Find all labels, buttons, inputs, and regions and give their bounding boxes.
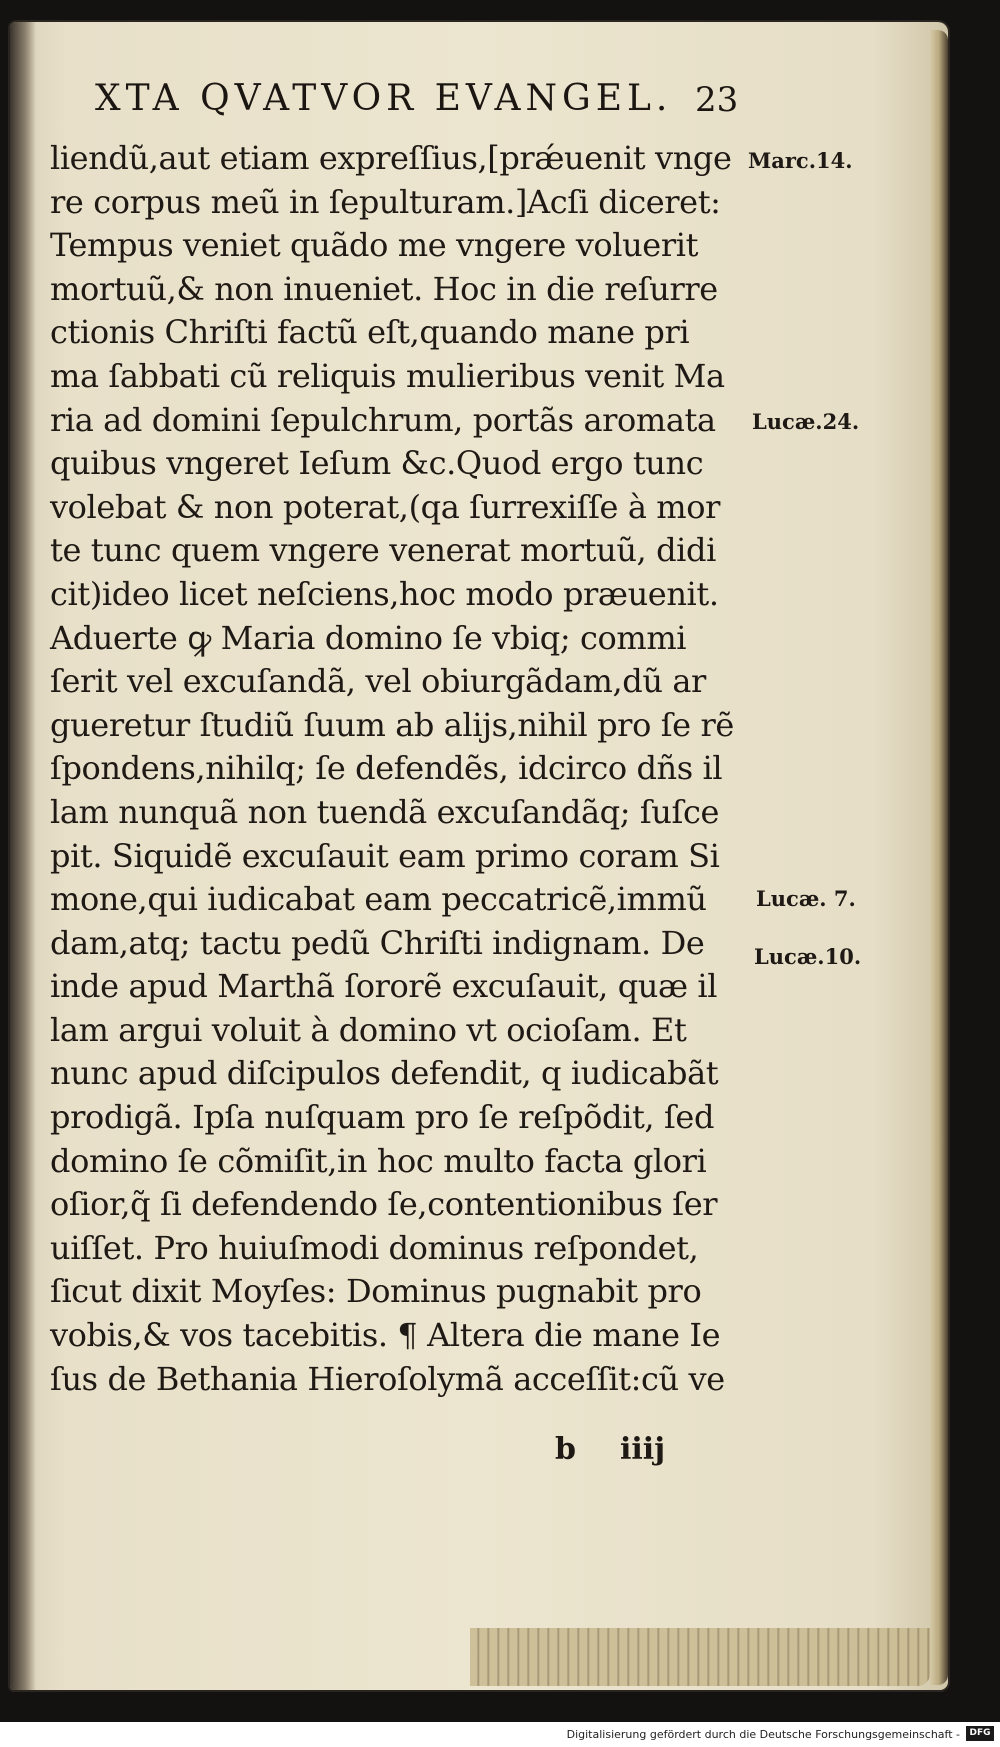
text-line: volebat & non poterat,(qa ſurrexiſſe à mor — [50, 487, 721, 526]
text-line: ſicut dixit Moyſes: Dominus pugnabit pro — [50, 1272, 702, 1311]
text-line: dam,atq; tactu pedũ Chriſti indignam. De — [50, 923, 705, 962]
text-line: liendũ,aut etiam expreſſius,[prǽuenit vnge — [50, 139, 732, 177]
text-line: quibus vngeret Ieſum &c.Quod ergo tunc — [50, 444, 704, 483]
text-line: mone,qui iudicabat eam peccatricẽ,immũ — [50, 880, 707, 919]
marginal-reference: Lucæ. 7. — [756, 886, 856, 911]
text-line: nunc apud diſcipulos defendit, q iudicabãt — [50, 1054, 719, 1093]
text-line: inde apud Marthã ſororẽ excuſauit, quæ il — [50, 967, 718, 1006]
marginal-reference: Marc.14. — [748, 148, 853, 173]
page-edge-right — [930, 30, 948, 1685]
text-line: ſus de Bethania Hieroſolymã acceſſit:cũ ve — [50, 1359, 725, 1398]
page-gutter-shadow — [10, 22, 36, 1690]
text-line: Aduerte ꝙ Maria domino ſe vbiq; commi — [50, 618, 687, 657]
text-line: lam argui voluit à domino vt ocioſam. Et — [50, 1010, 687, 1049]
text-line: gueretur ſtudiũ ſuum ab alijs,nihil pro ſe rẽ — [50, 705, 734, 744]
folio-number: 23 — [695, 80, 739, 120]
text-line: ſerit vel excuſandã, vel obiurgãdam,dũ ar — [50, 662, 706, 701]
page-edge-bottom — [470, 1628, 930, 1686]
signature-mark: b — [555, 1432, 576, 1467]
signature-number: iiij — [620, 1432, 666, 1467]
text-line: uiſſet. Pro huiuſmodi dominus reſpondet, — [50, 1228, 699, 1267]
text-line: prodigã. Ipſa nuſquam pro ſe reſpõdit, ſed — [50, 1098, 715, 1137]
marginal-reference: Lucæ.10. — [754, 944, 862, 969]
main-text-block — [50, 137, 750, 1401]
text-line: ſpondens,nihilq; ſe defendẽs, idcirco dñs il — [50, 749, 723, 788]
text-line: re corpus meũ in ſepulturam.]Acſi diceret: — [50, 182, 721, 221]
text-line: pit. Siquidẽ excuſauit eam primo coram Si — [50, 836, 720, 875]
funding-credit: Digitalisierung gefördert durch die Deutsche Forschungsgemeinschaft - — [566, 1728, 960, 1741]
text-line: ma ſabbati cũ reliquis mulieribus venit Ma — [50, 356, 725, 395]
text-line: domino ſe cõmiſit,in hoc multo facta glori — [50, 1141, 707, 1180]
text-line: te tunc quem vngere venerat mortuũ, didi — [50, 531, 716, 570]
text-line: ria ad domini ſepulchrum, portãs aromata — [50, 400, 716, 439]
text-line: vobis,& vos tacebitis. ¶ Altera die mane Ie — [50, 1316, 721, 1355]
text-line: ctionis Chriſti factũ eſt,quando mane pri — [50, 313, 690, 352]
dfg-logo: DFG — [966, 1726, 994, 1741]
text-line: Tempus veniet quãdo me vngere voluerit — [50, 226, 699, 265]
text-line: oſior,q̃ ſi defendendo ſe,contentionibus ſer — [50, 1185, 718, 1224]
marginal-reference: Lucæ.24. — [752, 409, 860, 434]
text-line: cit)ideo licet neſciens,hoc modo præuenit. — [50, 574, 719, 613]
text-line: lam nunquã non tuendã excuſandãq; ſuſce — [50, 792, 720, 831]
text-line: mortuũ,& non inueniet. Hoc in die reſurre — [50, 269, 718, 308]
running-title: XTA QVATVOR EVANGEL. — [95, 78, 673, 119]
